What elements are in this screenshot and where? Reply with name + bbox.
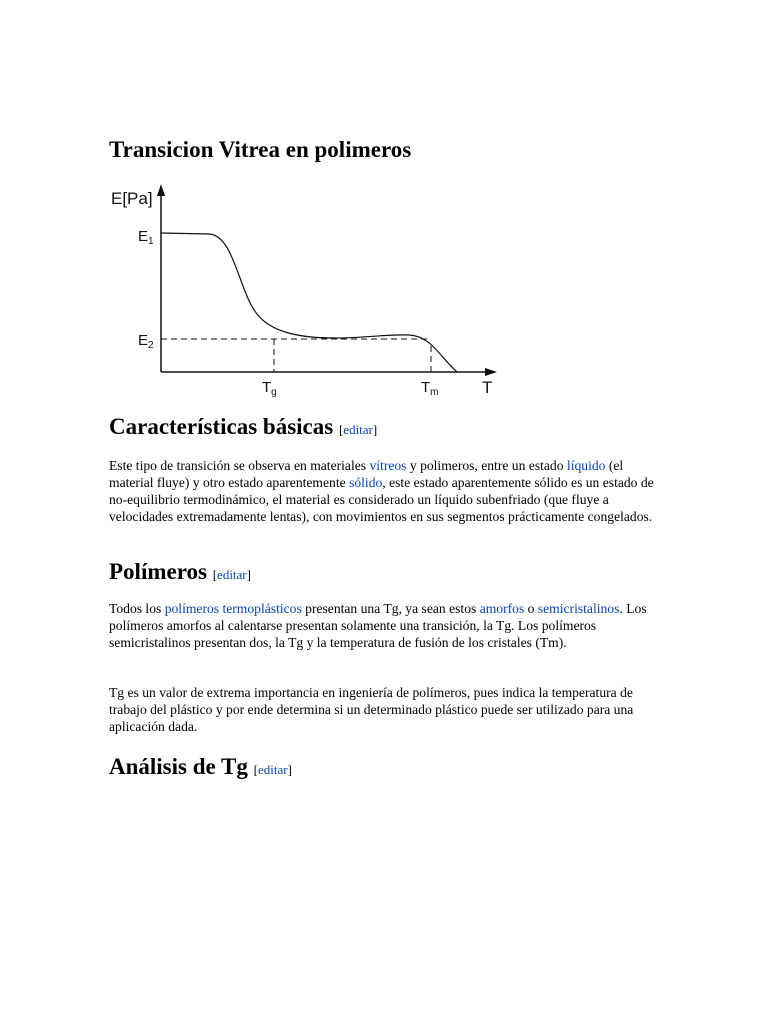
- edit-link-analisis[interactable]: editar: [258, 762, 288, 777]
- glass-transition-figure: [109, 180, 509, 402]
- modulus-curve: [161, 233, 457, 372]
- tg-label: $T_g$: [262, 379, 277, 398]
- edit-bracket: [editar]: [212, 567, 251, 582]
- edit-bracket: [editar]: [253, 762, 292, 777]
- e1-label: $E_1$: [138, 228, 154, 247]
- e2-label: $E_2$: [138, 332, 154, 351]
- paragraph-caracteristicas: Este tipo de transición se observa en materiales vítreos y polimeros, entre un estado líquido (el material fluye) y otro estado aparentemente sólido, este estado aparentemente sólido es un estado de no-equilibrio termodinámico, el material es considerado un líquido subenfriado (que fluye a velocidades extremadamente lentas), con movimientos en sus segmentos prácticamente congelados.: [109, 458, 654, 525]
- y-axis-arrow: [157, 184, 165, 196]
- tm-label: $T_m$: [421, 379, 439, 398]
- x-axis-arrow: [485, 368, 497, 376]
- link-polimeros-termoplasticos[interactable]: polímeros termoplásticos: [164, 601, 302, 616]
- section-heading-polimeros: [109, 559, 251, 585]
- link-solido[interactable]: sólido: [349, 475, 383, 491]
- paragraph-polimeros-1: Todos los polímeros termoplásticos presentan una Tg, ya sean estos amorfos o semicristalinos. Los polímeros amorfos al calentarse presentan solamente una transición, la Tg. Los polímeros semicristalinos presentan dos, la Tg y la temperatura de fusión de los cristales (Tm).: [109, 601, 647, 651]
- heading-text: Polímeros: [109, 559, 207, 584]
- link-vitreos[interactable]: vítreos: [369, 458, 407, 473]
- edit-bracket: [editar]: [338, 422, 378, 437]
- y-axis-label: E[Pa]: [111, 189, 153, 208]
- page-title: Transicion Vitrea en polimeros: [109, 137, 412, 162]
- section-heading-caracteristicas: [109, 414, 377, 440]
- link-liquido[interactable]: líquido: [566, 458, 606, 473]
- link-semicristalinos[interactable]: semicristalinos: [537, 601, 620, 616]
- paragraph-polimeros-2: Tg es un valor de extrema importancia en ingeniería de polímeros, pues indica la temperatura de trabajo del plástico y por ende determina si un determinado plástico puede ser utilizado para una aplicación dada.: [109, 685, 634, 735]
- x-axis-label: T: [482, 378, 493, 397]
- heading-text: Características básicas: [109, 414, 334, 439]
- heading-text: Análisis de Tg: [109, 754, 248, 779]
- edit-link-polimeros[interactable]: editar: [217, 567, 247, 582]
- modulus-temperature-diagram: [109, 180, 509, 402]
- link-amorfos[interactable]: amorfos: [479, 601, 525, 616]
- edit-link-caracteristicas[interactable]: editar: [343, 422, 373, 437]
- section-heading-analisis: [109, 754, 292, 780]
